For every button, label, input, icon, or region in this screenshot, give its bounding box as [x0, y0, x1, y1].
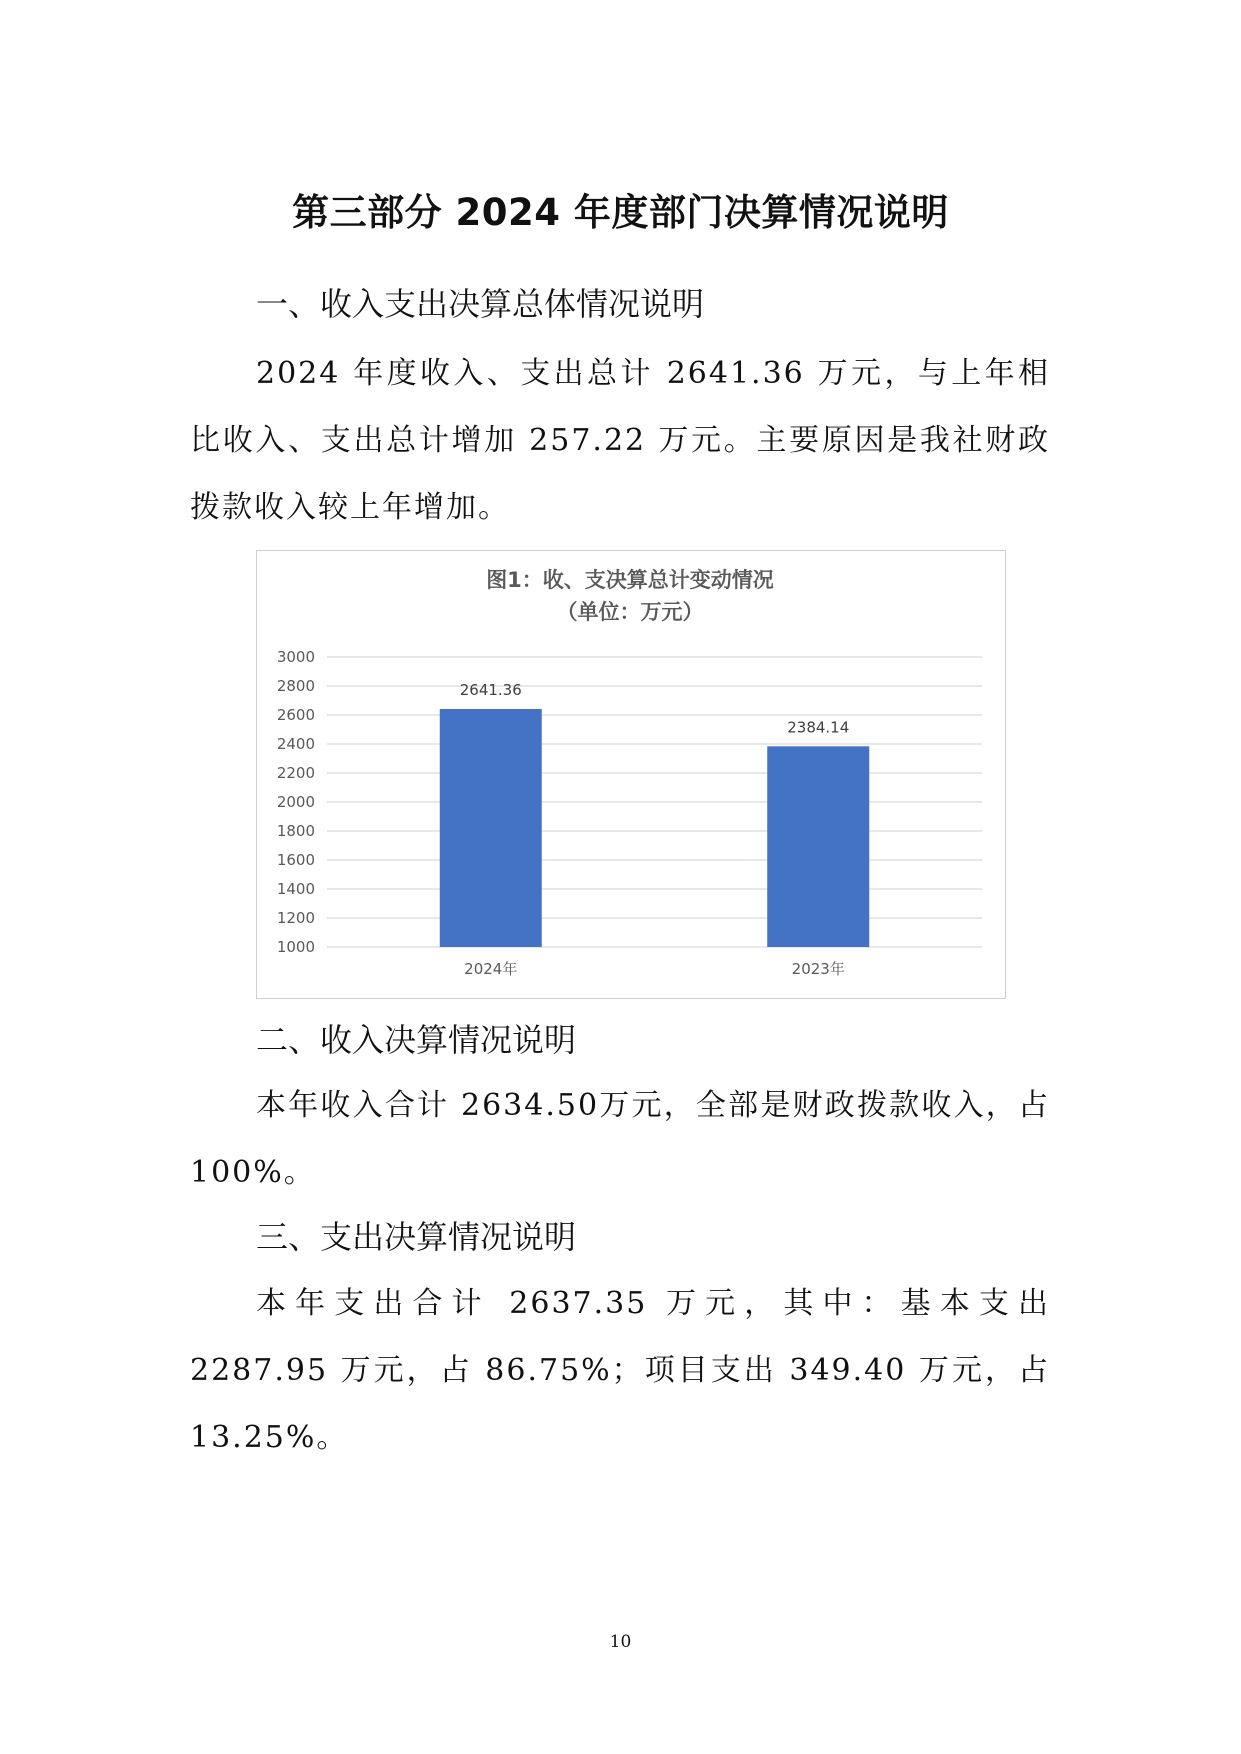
y-tick-label: 2800	[276, 677, 315, 695]
x-tick-label: 2024年	[464, 960, 518, 978]
chart-title: 图1：收、支决算总计变动情况	[486, 568, 774, 592]
section-text-expenditure: 本年支出合计 2637.35 万元，其中：基本支出 2287.95 万元，占 86.75%；项目支出 349.40 万元，占 13.25%。	[190, 1286, 1050, 1455]
y-tick-label: 1600	[276, 851, 315, 869]
bar-chart-svg	[257, 551, 1004, 997]
x-tick-label: 2023年	[791, 960, 845, 978]
data-label: 2384.14	[787, 718, 850, 737]
section-text-income: 本年收入合计 2634.50万元，全部是财政拨款收入，占100%。	[190, 1088, 1050, 1190]
bar-chart	[256, 550, 1006, 999]
chart-subtitle: （单位：万元）	[556, 600, 704, 624]
section-heading-expenditure: 三、支出决算情况说明	[256, 1218, 577, 1256]
y-tick-label: 1400	[276, 880, 315, 898]
y-tick-label: 1200	[276, 909, 315, 927]
page-title: 第三部分 2024 年度部门决算情况说明	[292, 191, 949, 234]
y-tick-label: 2200	[276, 764, 315, 782]
bar-2023年	[767, 746, 869, 947]
y-tick-label: 2400	[276, 735, 315, 753]
y-tick-label: 1800	[276, 822, 315, 840]
page-number: 10	[609, 1632, 632, 1652]
section-text-overview: 2024 年度收入、支出总计 2641.36 万元，与上年相比收入、支出总计增加 257.22 万元。主要原因是我社财政拨款收入较上年增加。	[190, 356, 1050, 525]
y-tick-label: 2600	[276, 706, 315, 724]
bar-2024年	[440, 709, 542, 947]
section-heading-overview: 一、收入支出决算总体情况说明	[256, 285, 705, 323]
data-label: 2641.36	[459, 681, 522, 700]
section-heading-income: 二、收入决算情况说明	[256, 1021, 577, 1059]
y-tick-label: 2000	[276, 793, 315, 811]
y-tick-label: 3000	[276, 648, 315, 666]
y-tick-label: 1000	[276, 938, 315, 956]
